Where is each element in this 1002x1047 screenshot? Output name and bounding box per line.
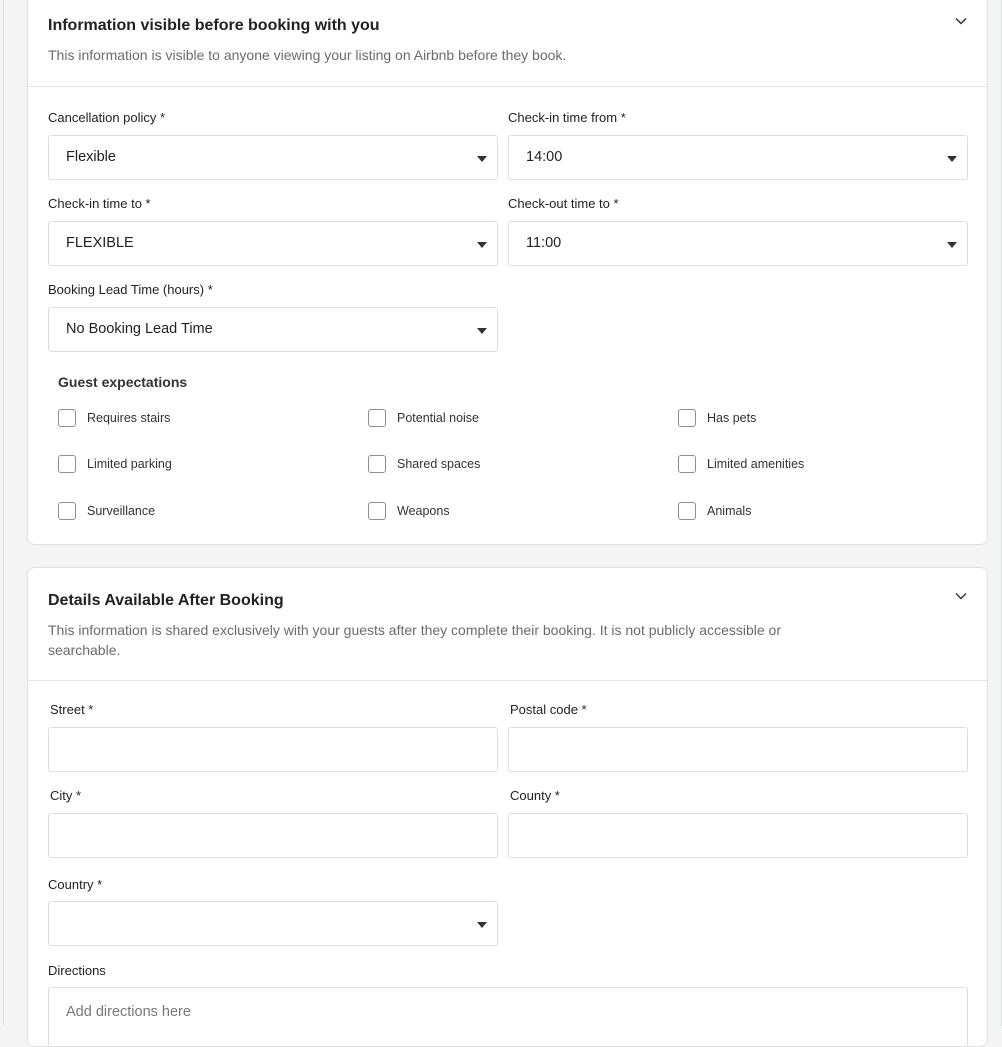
- checkin-from-value: 14:00: [526, 149, 563, 165]
- checkbox-requires-stairs[interactable]: [58, 409, 170, 427]
- checkbox-has-pets[interactable]: [678, 409, 756, 427]
- before-booking-card: [27, 0, 988, 545]
- checkbox-surveillance[interactable]: [58, 502, 155, 520]
- lead-time-select[interactable]: [48, 307, 498, 352]
- checkin-to-value: FLEXIBLE: [66, 235, 134, 251]
- checkbox-label: Limited parking: [87, 457, 172, 471]
- checkin-to-select[interactable]: [48, 221, 498, 266]
- checkbox-label: Animals: [707, 504, 752, 518]
- checkbox-box[interactable]: [678, 409, 696, 427]
- cancellation-policy-select[interactable]: [48, 135, 498, 180]
- checkbox-label: Potential noise: [397, 411, 480, 425]
- cancellation-policy-value: Flexible: [66, 149, 116, 165]
- caret-down-icon: [477, 156, 487, 162]
- checkbox-box[interactable]: [368, 409, 386, 427]
- checkbox-limited-parking[interactable]: [58, 455, 172, 473]
- checkin-to-label: Check-in time to *: [48, 196, 151, 211]
- checkbox-label: Requires stairs: [87, 411, 171, 425]
- postal-code-input[interactable]: [508, 727, 968, 772]
- divider: [28, 680, 987, 681]
- checkbox-box[interactable]: [678, 455, 696, 473]
- caret-down-icon: [477, 922, 487, 928]
- checkbox-label: Has pets: [707, 411, 757, 425]
- checkout-to-select[interactable]: [508, 221, 968, 266]
- street-label: Street *: [50, 702, 94, 717]
- cancellation-policy-label: Cancellation policy *: [48, 110, 166, 125]
- lead-time-value: No Booking Lead Time: [66, 321, 213, 337]
- directions-textarea[interactable]: [48, 987, 968, 1047]
- caret-down-icon: [947, 242, 957, 248]
- city-label: City *: [50, 788, 82, 803]
- checkbox-box[interactable]: [678, 502, 696, 520]
- city-input[interactable]: [48, 813, 498, 858]
- checkbox-label: Shared spaces: [397, 457, 481, 471]
- after-booking-card: [27, 567, 988, 1047]
- checkout-to-label: Check-out time to *: [508, 196, 619, 211]
- checkbox-box[interactable]: [58, 409, 76, 427]
- page-shell: [3, 0, 1002, 1026]
- chevron-down-icon[interactable]: [953, 588, 969, 604]
- street-input[interactable]: [48, 727, 498, 772]
- caret-down-icon: [477, 328, 487, 334]
- checkbox-box[interactable]: [58, 455, 76, 473]
- checkin-from-label: Check-in time from *: [508, 110, 626, 125]
- checkbox-box[interactable]: [368, 502, 386, 520]
- country-select[interactable]: [48, 901, 498, 946]
- before-booking-description: This information is visible to anyone viewing your listing on Airbnb before they book.: [48, 47, 567, 63]
- checkbox-weapons[interactable]: [368, 502, 450, 520]
- guest-expectations-title: Guest expectations: [58, 374, 188, 390]
- lead-time-label: Booking Lead Time (hours) *: [48, 282, 213, 297]
- after-booking-description-line2: searchable.: [48, 642, 121, 658]
- checkout-to-value: 11:00: [526, 235, 562, 251]
- checkbox-label: Limited amenities: [707, 457, 805, 471]
- after-booking-description-line1: This information is shared exclusively with your guests after they complete their booking. It is not publicly accessible or: [48, 622, 782, 638]
- caret-down-icon: [947, 156, 957, 162]
- checkin-from-select[interactable]: [508, 135, 968, 180]
- county-label: County *: [510, 788, 560, 803]
- chevron-down-icon[interactable]: [953, 13, 969, 29]
- checkbox-shared-spaces[interactable]: [368, 455, 480, 473]
- directions-label: Directions: [48, 963, 106, 978]
- checkbox-label: Surveillance: [87, 504, 156, 518]
- caret-down-icon: [477, 242, 487, 248]
- postal-code-label: Postal code *: [510, 702, 587, 717]
- after-booking-title: Details Available After Booking: [48, 592, 284, 609]
- divider: [28, 86, 987, 87]
- checkbox-potential-noise[interactable]: [368, 409, 479, 427]
- country-label: Country *: [48, 877, 103, 892]
- county-input[interactable]: [508, 813, 968, 858]
- checkbox-limited-amenities[interactable]: [678, 455, 804, 473]
- before-booking-title: Information visible before booking with you: [48, 17, 380, 34]
- checkbox-label: Weapons: [397, 504, 450, 518]
- checkbox-box[interactable]: [368, 455, 386, 473]
- checkbox-box[interactable]: [58, 502, 76, 520]
- directions-placeholder: Add directions here: [66, 1004, 191, 1020]
- checkbox-animals[interactable]: [678, 502, 751, 520]
